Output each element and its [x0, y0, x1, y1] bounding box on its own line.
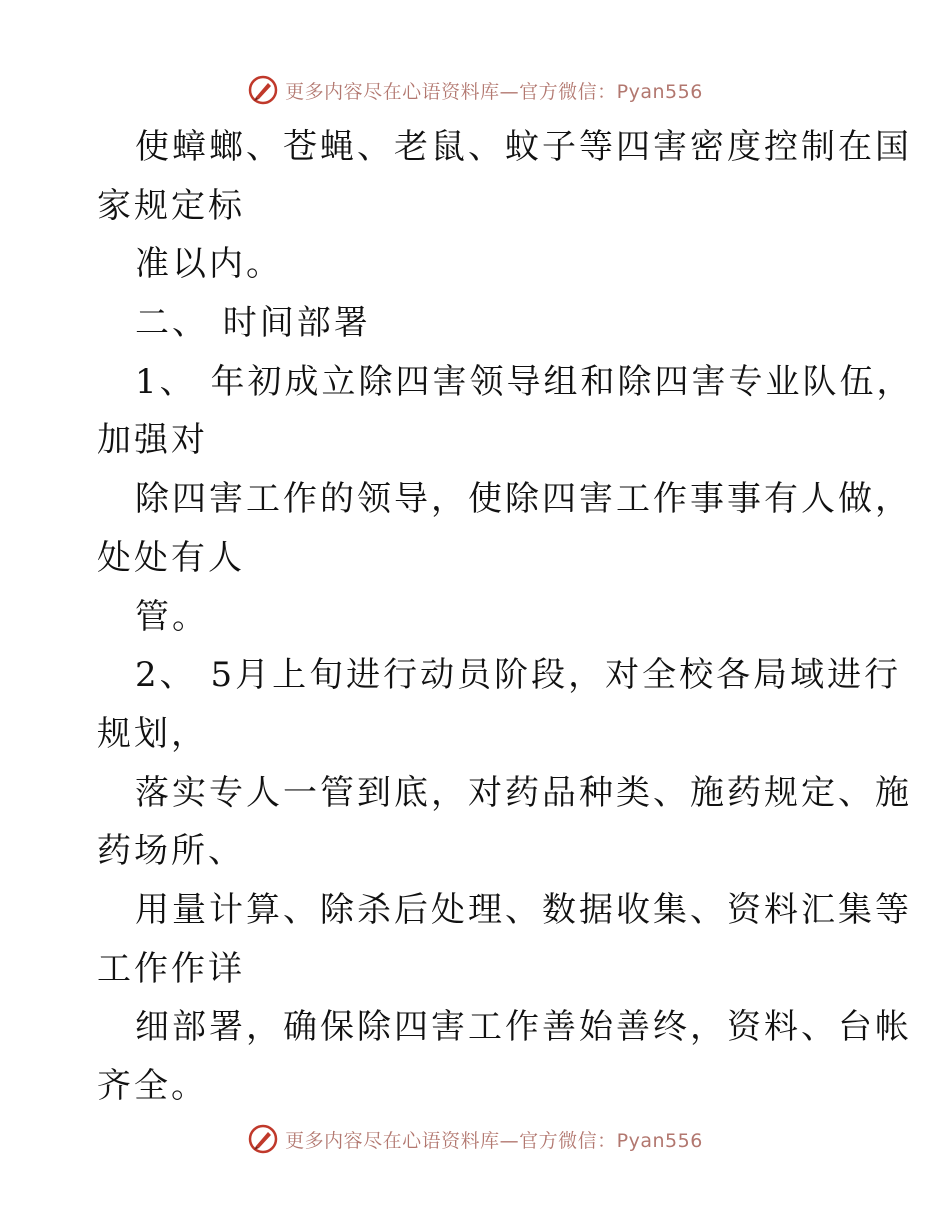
- text-line: 管。: [135, 596, 209, 637]
- text-line: 加强对: [97, 420, 208, 461]
- text-line: 细部署，确保除四害工作善始善终，资料、台帐: [135, 1007, 912, 1048]
- text-line: 规划，: [97, 713, 208, 754]
- section-heading: 二、 时间部署: [135, 303, 371, 344]
- header-banner-text: 更多内容尽在心语资料库—官方微信：Pyan556: [285, 80, 703, 103]
- footer-banner: [0, 1119, 950, 1159]
- text-line: 药场所、: [97, 831, 245, 872]
- text-line: 家规定标: [97, 185, 245, 226]
- text-line: 齐全。: [97, 1066, 208, 1106]
- text-line: 处处有人: [97, 537, 245, 578]
- text-line: 落实专人一管到底，对药品种类、施药规定、施: [135, 772, 912, 813]
- pen-seal-logo-icon: [247, 1123, 279, 1155]
- text-line: 2、 5月上旬进行动员阶段，对全校各局域进行: [135, 655, 902, 696]
- header-banner: [0, 70, 950, 110]
- text-line: 使蟑螂、苍蝇、老鼠、蚊子等四害密度控制在国: [135, 127, 912, 167]
- text-line: 工作作详: [97, 948, 245, 989]
- text-line: 除四害工作的领导，使除四害工作事事有人做，: [135, 479, 912, 520]
- footer-banner-text: 更多内容尽在心语资料库—官方微信：Pyan556: [285, 1129, 703, 1152]
- text-line: 准以内。: [135, 244, 283, 285]
- pen-seal-logo-icon: [247, 74, 279, 106]
- text-line: 用量计算、除杀后处理、数据收集、资料汇集等: [135, 889, 912, 930]
- document-body: [97, 118, 914, 1116]
- text-line: 1、 年初成立除四害领导组和除四害专业队伍，: [135, 361, 914, 402]
